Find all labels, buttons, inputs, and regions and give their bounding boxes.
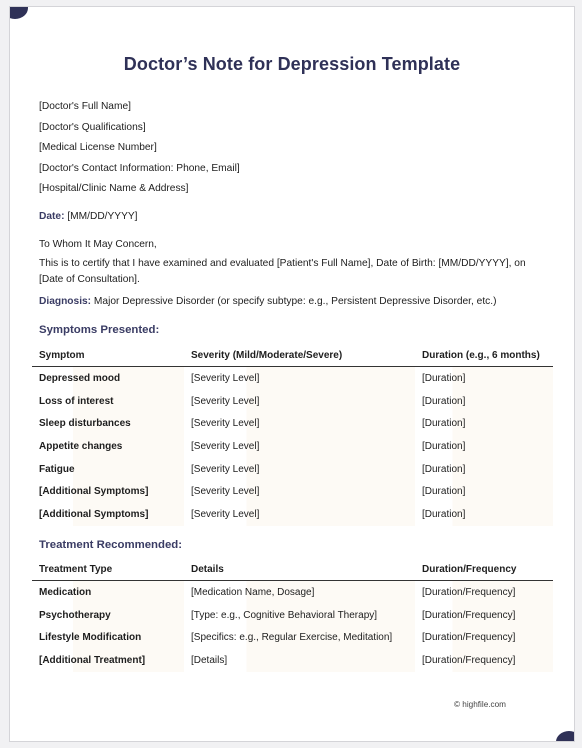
symptom-cell: [Additional Symptoms] (32, 503, 184, 526)
table-header-row (32, 344, 553, 367)
symptom-cell: Sleep disturbances (32, 412, 184, 435)
date-value: [MM/DD/YYYY] (67, 211, 138, 222)
duration-cell: [Duration] (415, 435, 553, 458)
symptom-cell: Depressed mood (32, 367, 184, 390)
footer-credit: © highfile.com (454, 700, 506, 709)
table-row (32, 626, 553, 649)
doctor-name-line: [Doctor's Full Name] (39, 101, 131, 112)
table-row (32, 503, 553, 526)
severity-cell: [Severity Level] (184, 412, 415, 435)
contact-info-line: [Doctor's Contact Information: Phone, Email] (39, 162, 240, 174)
symptom-cell: Loss of interest (32, 390, 184, 413)
duration-cell: [Duration] (415, 390, 553, 413)
table-row (32, 435, 553, 458)
symptoms-heading: Symptoms Presented: (39, 324, 160, 336)
table-row (32, 604, 553, 627)
diagnosis-line (39, 295, 496, 309)
details-cell: [Details] (184, 649, 415, 672)
severity-cell: [Severity Level] (184, 435, 415, 458)
duration-cell: [Duration] (415, 480, 553, 503)
severity-cell: [Severity Level] (184, 458, 415, 481)
duration-cell: [Duration] (415, 412, 553, 435)
table-row (32, 480, 553, 503)
date-line (39, 210, 138, 224)
frequency-cell: [Duration/Frequency] (415, 581, 553, 604)
column-header: Severity (Mild/Moderate/Severe) (184, 344, 415, 367)
diagnosis-value: Major Depressive Disorder (or specify subtype: e.g., Persistent Depressive Disorder, etc.) (93, 296, 497, 307)
doctor-qualifications-line: [Doctor's Qualifications] (39, 121, 146, 133)
symptom-cell: Appetite changes (32, 435, 184, 458)
severity-cell: [Severity Level] (184, 367, 415, 390)
treatment-type-cell: Lifestyle Modification (32, 626, 184, 649)
table-row (32, 581, 553, 604)
table-row (32, 367, 553, 390)
frequency-cell: [Duration/Frequency] (415, 626, 553, 649)
column-header: Details (184, 558, 415, 581)
document-page (9, 6, 575, 742)
license-number-line: [Medical License Number] (39, 142, 157, 153)
corner-decoration (556, 731, 575, 742)
severity-cell: [Severity Level] (184, 480, 415, 503)
table-row (32, 390, 553, 413)
details-cell: [Specifics: e.g., Regular Exercise, Meditation] (184, 626, 415, 649)
treatment-type-cell: [Additional Treatment] (32, 649, 184, 672)
severity-cell: [Severity Level] (184, 503, 415, 526)
diagnosis-label: Diagnosis: (39, 296, 92, 307)
salutation: To Whom It May Concern, (39, 239, 157, 250)
symptom-cell: Fatigue (32, 458, 184, 481)
frequency-cell: [Duration/Frequency] (415, 604, 553, 627)
frequency-cell: [Duration/Frequency] (415, 649, 553, 672)
column-header: Symptom (32, 344, 184, 367)
certify-paragraph: This is to certify that I have examined and evaluated [Patient's Full Name], Date of Birth: [MM/DD/YYYY], on [Date of Consultation]. (39, 258, 526, 285)
column-header: Duration/Frequency (415, 558, 553, 581)
column-header: Treatment Type (32, 558, 184, 581)
duration-cell: [Duration] (415, 458, 553, 481)
details-cell: [Type: e.g., Cognitive Behavioral Therapy] (184, 604, 415, 627)
symptoms-table (32, 344, 553, 526)
duration-cell: [Duration] (415, 503, 553, 526)
details-cell: [Medication Name, Dosage] (184, 581, 415, 604)
table-row (32, 458, 553, 481)
duration-cell: [Duration] (415, 367, 553, 390)
table-row (32, 649, 553, 672)
table-header-row (32, 558, 553, 581)
treatment-heading: Treatment Recommended: (39, 539, 183, 551)
treatment-type-cell: Medication (32, 581, 184, 604)
table-row (32, 412, 553, 435)
treatment-table (32, 558, 553, 672)
column-header: Duration (e.g., 6 months) (415, 344, 553, 367)
date-label: Date: (39, 211, 65, 222)
severity-cell: [Severity Level] (184, 390, 415, 413)
clinic-address-line: [Hospital/Clinic Name & Address] (39, 183, 189, 194)
symptom-cell: [Additional Symptoms] (32, 480, 184, 503)
treatment-type-cell: Psychotherapy (32, 604, 184, 627)
corner-decoration (9, 6, 28, 19)
page-title: Doctor’s Note for Depression Template (123, 54, 461, 74)
